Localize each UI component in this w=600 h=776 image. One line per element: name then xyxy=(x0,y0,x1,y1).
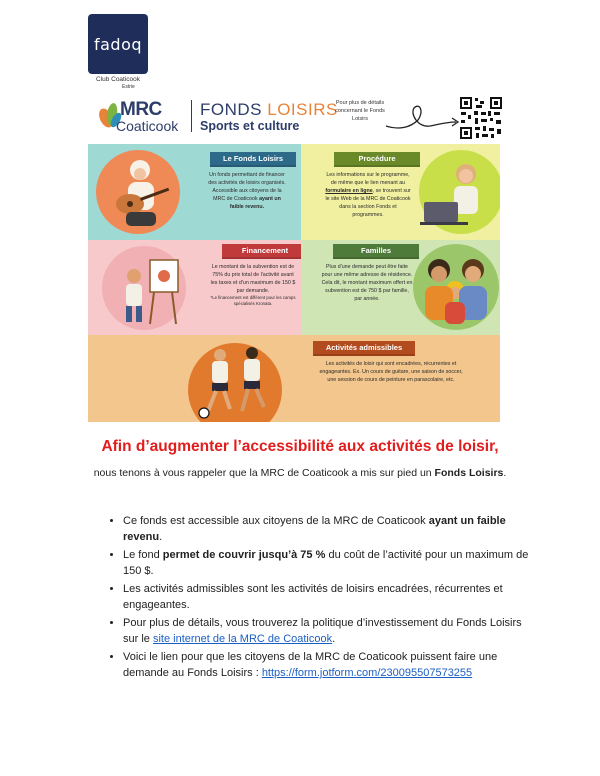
bullet-text: Pour plus de détails, vous trouverez la politique d’investissement du Fonds Loisirs sur le xyxy=(123,617,522,645)
fadoq-logo-text: fadoq xyxy=(93,34,143,54)
activites-text: Les activités de loisir qui sont encadrées, récurrentes et engageantes. Ex. Un cours de guitare, une saison de soccer, une session de cours de peinture en parascolaire, etc. xyxy=(319,361,463,383)
jotform-link[interactable]: https://form.jotform.com/230095507573255 xyxy=(261,667,473,679)
bullet-end: . xyxy=(159,531,163,543)
procedure-text xyxy=(325,171,411,219)
fonds-loisirs-infographic xyxy=(88,144,500,422)
family-illustration xyxy=(411,248,500,332)
list-item xyxy=(123,649,533,681)
fonds-loisirs-word: LOISIRS xyxy=(267,100,338,119)
procedure-form-link[interactable]: formulaire en ligne xyxy=(325,188,373,194)
soccer-players-illustration xyxy=(192,341,282,421)
familles-title: Familles xyxy=(333,244,419,259)
list-item xyxy=(123,615,533,647)
region-label: Estrie xyxy=(122,84,135,90)
list-item xyxy=(123,581,533,613)
lead-text: nous tenons à vous rappeler que la MRC de Coaticook a mis sur pied un xyxy=(93,467,435,479)
mrc-website-link[interactable]: site internet de la MRC de Coaticook xyxy=(152,633,333,645)
loisirs-bold: ayant un faible revenu. xyxy=(229,196,281,210)
bullet-text: Le fond xyxy=(123,549,163,561)
loisirs-body: Un fonds permettant de financer des activités de loisirs organisés. Accessible aux citoyens de la MRC de Coaticook xyxy=(208,172,286,202)
lead-paragraph xyxy=(0,467,600,479)
info-bullet-list xyxy=(103,513,533,683)
bullet-text: Ce fonds est accessible aux citoyens de la MRC de Coaticook xyxy=(123,515,429,527)
fadoq-logo xyxy=(88,14,148,74)
details-note: Pour plus de détails concernant le Fonds Loisirs xyxy=(335,100,385,122)
arrow-icon xyxy=(384,100,462,136)
procedure-body-b: , se trouvent sur le site Web de la MRC de Coaticook dans la section Fonds et programmes. xyxy=(325,188,411,218)
bullet-text: Les activités admissibles sont les activités de loisirs encadrées, récurrentes et engageantes. xyxy=(123,583,503,611)
bullet-end: du coût de l’activité pour un maximum de 150 $. xyxy=(123,549,529,577)
painter-illustration xyxy=(112,250,186,330)
list-item xyxy=(123,547,533,579)
mrc-title: MRC xyxy=(120,99,162,120)
guitar-player-illustration xyxy=(106,154,178,234)
financement-text xyxy=(210,263,296,307)
panel-activites-admissibles xyxy=(88,335,500,422)
lead-bold: Fonds Loisirs xyxy=(434,467,504,479)
bullet-bold: ayant un faible revenu xyxy=(123,515,506,543)
financement-body: Le montant de la subvention est de 75% du prix total de l'activité avant les taxes et d'un maximum de 150 $ par demande. xyxy=(210,264,296,294)
panel-financement xyxy=(88,240,301,335)
headline: Afin d’augmenter l’accessibilité aux activités de loisir, xyxy=(101,438,499,455)
banner-divider xyxy=(191,100,192,132)
bullet-end: . xyxy=(332,633,336,645)
activites-title: Activités admissibles xyxy=(313,341,415,356)
familles-text: Plus d'une demande peut être faite pour une même adresse de résidence. Cela dit, le montant maximum offert en subvention est de 750 $ par famille, par année. xyxy=(321,264,413,302)
loisirs-title: Le Fonds Loisirs xyxy=(210,152,296,167)
fonds-loisirs-title xyxy=(200,100,338,120)
club-name xyxy=(88,76,148,90)
procedure-body-a: Les informations sur le programme, de même que le lien menant au xyxy=(326,172,410,186)
panel-familles xyxy=(301,240,500,335)
club-label: Club Coaticook xyxy=(95,76,141,83)
financement-fine-print: *Le financement est différent pour les camps spécialisés Kronata. xyxy=(210,295,296,306)
bullet-bold: permet de couvrir jusqu’à 75 % xyxy=(162,549,326,561)
financement-title: Financement xyxy=(222,244,301,259)
loisirs-text xyxy=(208,171,286,211)
fonds-subtitle: Sports et culture xyxy=(200,119,300,133)
procedure-title: Procédure xyxy=(334,152,420,167)
bullet-text: Voici le lien pour que les citoyens de la MRC de Coaticook puissent faire une demande au Fonds Loisirs : xyxy=(123,651,498,679)
list-item xyxy=(123,513,533,545)
panel-procedure xyxy=(301,144,500,240)
lead-end: . xyxy=(503,467,507,479)
mrc-subtitle: Coaticook xyxy=(116,118,179,134)
laptop-user-illustration xyxy=(416,154,498,234)
qr-code-icon[interactable] xyxy=(459,96,503,140)
fonds-prefix: FONDS xyxy=(200,100,268,119)
panel-fonds-loisirs xyxy=(88,144,301,240)
